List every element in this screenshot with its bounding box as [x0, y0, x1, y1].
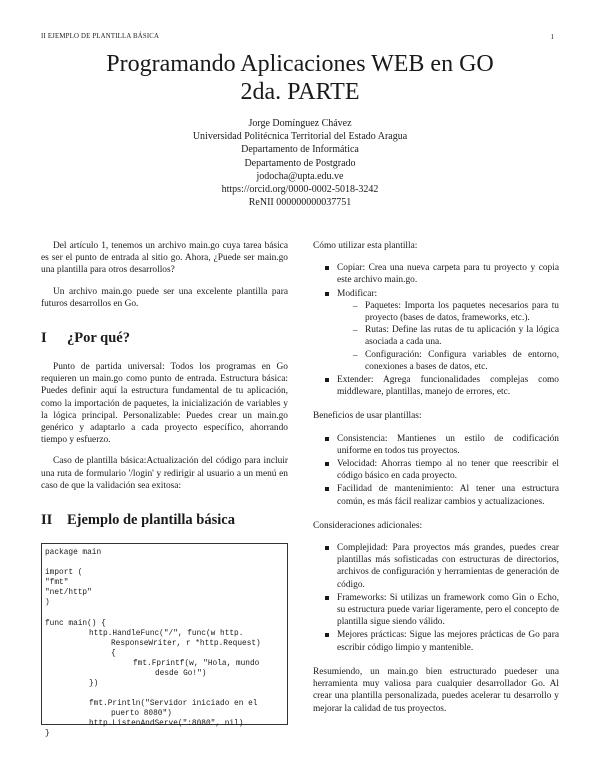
section-1-title: ¿Por qué? [67, 330, 130, 347]
right-column [313, 240, 559, 715]
usage-extend: Extender: Agrega funcionalidades complejas como middleware, plantillas, manejo de errores, etc. [313, 374, 559, 398]
code-line: package main [45, 549, 102, 558]
section-1-paragraph-1: Punto de partida universal: Todos los programas en Go requieren un main.go como punto de entrada. Estructura básica: Puedes definir aquí la estructura fundamental de tu aplicación, como la importación de paquetes, la inicialización de variables y la lógica principal. Personalizable: Puedes crear un main.go genérico y adaptarlo a cada proyecto específico, ahorrando tiempo y esfuerzo. [41, 362, 288, 446]
usage-routes: – Rutas: Define las rutas de tu aplicación y la lógica asociada a cada una. [337, 324, 559, 348]
paper-title-line2: 2da. PARTE [240, 79, 360, 105]
code-line: puerto 8080") [111, 710, 172, 719]
section-2-heading [41, 512, 288, 529]
code-listing [41, 543, 288, 739]
benefit-speed: Velocidad: Ahorras tiempo al no tener que reescribir el código básico en cada proyecto. [313, 458, 559, 482]
code-line: fmt.Fprintf(w, "Hola, mundo [133, 659, 260, 668]
considerations-list [313, 542, 559, 654]
section-1-heading [41, 330, 288, 347]
code-line: http.HandleFunc("/", func(w http. [89, 629, 244, 638]
benefits-lead: Beneficios de usar plantillas: [313, 411, 422, 422]
section-1-paragraph-2: Caso de plantilla básica:Actualización del código para incluir una ruta de formulario '/login' y redirigir al usuario a un menú en caso de que la validación sea exitosa: [41, 456, 288, 491]
code-line: ) [45, 599, 50, 608]
usage-modify-sublist [337, 300, 559, 373]
usage-list [313, 262, 559, 398]
usage-modify [313, 288, 559, 373]
benefit-consistency: Consistencia: Mantienes un estilo de codificación uniforme en todos tus proyectos. [313, 433, 559, 457]
section-2-number: II [41, 512, 53, 529]
author-department-2: Departamento de Postgrado [244, 157, 356, 169]
usage-modify-label: Modificar: [337, 288, 378, 299]
author-department-1: Departamento de Informática [241, 144, 359, 156]
author-orcid: https://orcid.org/0000-0002-5018-3242 [221, 184, 379, 196]
section-2-title: Ejemplo de plantilla básica [67, 512, 235, 529]
paper-title-line1: Programando Aplicaciones WEB en GO [106, 51, 494, 77]
title-block [0, 50, 600, 209]
code-line: http.ListenAndServe(":8080", nil) [89, 720, 244, 729]
code-line: } [45, 730, 50, 739]
usage-lead: Cómo utilizar esta plantilla: [313, 241, 418, 251]
benefits-list [313, 433, 559, 508]
author-email: jodocha@upta.edu.ve [256, 170, 344, 182]
code-line: { [111, 649, 116, 658]
code-line: import ( [45, 569, 83, 578]
running-head: II EJEMPLO DE PLANTILLA BÁSICA [41, 33, 160, 40]
code-line: desde Go!") [155, 669, 207, 678]
code-line: ResponseWriter, r *http.Request) [111, 639, 261, 648]
consideration-complexity: Complejidad: Para proyectos más grandes, puedes crear plantillas más sofisticadas con estructuras de directorios, archivos de configuración y herramientas de generación de código. [313, 542, 559, 591]
code-line: fmt.Println("Servidor iniciado en el [89, 700, 258, 709]
author-renii: ReNII 000000000037751 [248, 197, 352, 209]
left-column [41, 240, 288, 739]
page-number: 1 [550, 33, 554, 41]
code-line: "fmt" [45, 579, 69, 588]
consideration-practices: Mejores prácticas: Sigue las mejores prácticas de Go para escribir código limpio y mantenible. [313, 629, 559, 653]
intro-paragraph-1: Del artículo 1, tenemos un archivo main.go cuya tarea básica es ser el punto de entrada al sitio go. Ahora, ¿Puede ser main.go una plantilla para otros desarrollos? [41, 241, 288, 276]
code-line: }) [89, 680, 99, 689]
intro-paragraph-2: Un archivo main.go puede ser una excelente plantilla para futuros desarrollos en Go. [41, 286, 288, 309]
considerations-lead: Consideraciones adicionales: [313, 520, 423, 531]
code-line: "net/http" [45, 589, 92, 598]
author-name: Jorge Domínguez Chávez [248, 118, 352, 129]
summary-paragraph: Resumiendo, un main.go bien estructurado puedeser una herramienta muy valiosa para cualquier desarrollador Go. Al crear una plantilla personalizada, puedes acelerar tu desarrollo y mejorar la calidad de tus proyectos. [313, 666, 559, 714]
author-university: Universidad Politécnica Territorial del Estado Aragua [192, 131, 408, 143]
benefit-maintenance: Facilidad de mantenimiento: Al tener una estructura común, es más fácil realizar cambios y actualizaciones. [313, 483, 559, 507]
section-1-number: I [41, 330, 47, 347]
usage-copy: Copiar: Crea una nueva carpeta para tu proyecto y copia este archivo main.go. [313, 262, 559, 286]
usage-packages: – Paquetes: Importa los paquetes necesarios para tu proyecto (bases de datos, frameworks, etc.). [337, 300, 559, 324]
consideration-frameworks: Frameworks: Si utilizas un framework como Gin o Echo, su estructura puede variar ligeramente, pero el concepto de plantilla sigue siendo válido. [313, 592, 559, 629]
author-block [0, 117, 600, 209]
code-line: func main() { [45, 619, 106, 628]
usage-config: – Configuración: Configura variables de entorno, conexiones a bases de datos, etc. [337, 349, 559, 373]
